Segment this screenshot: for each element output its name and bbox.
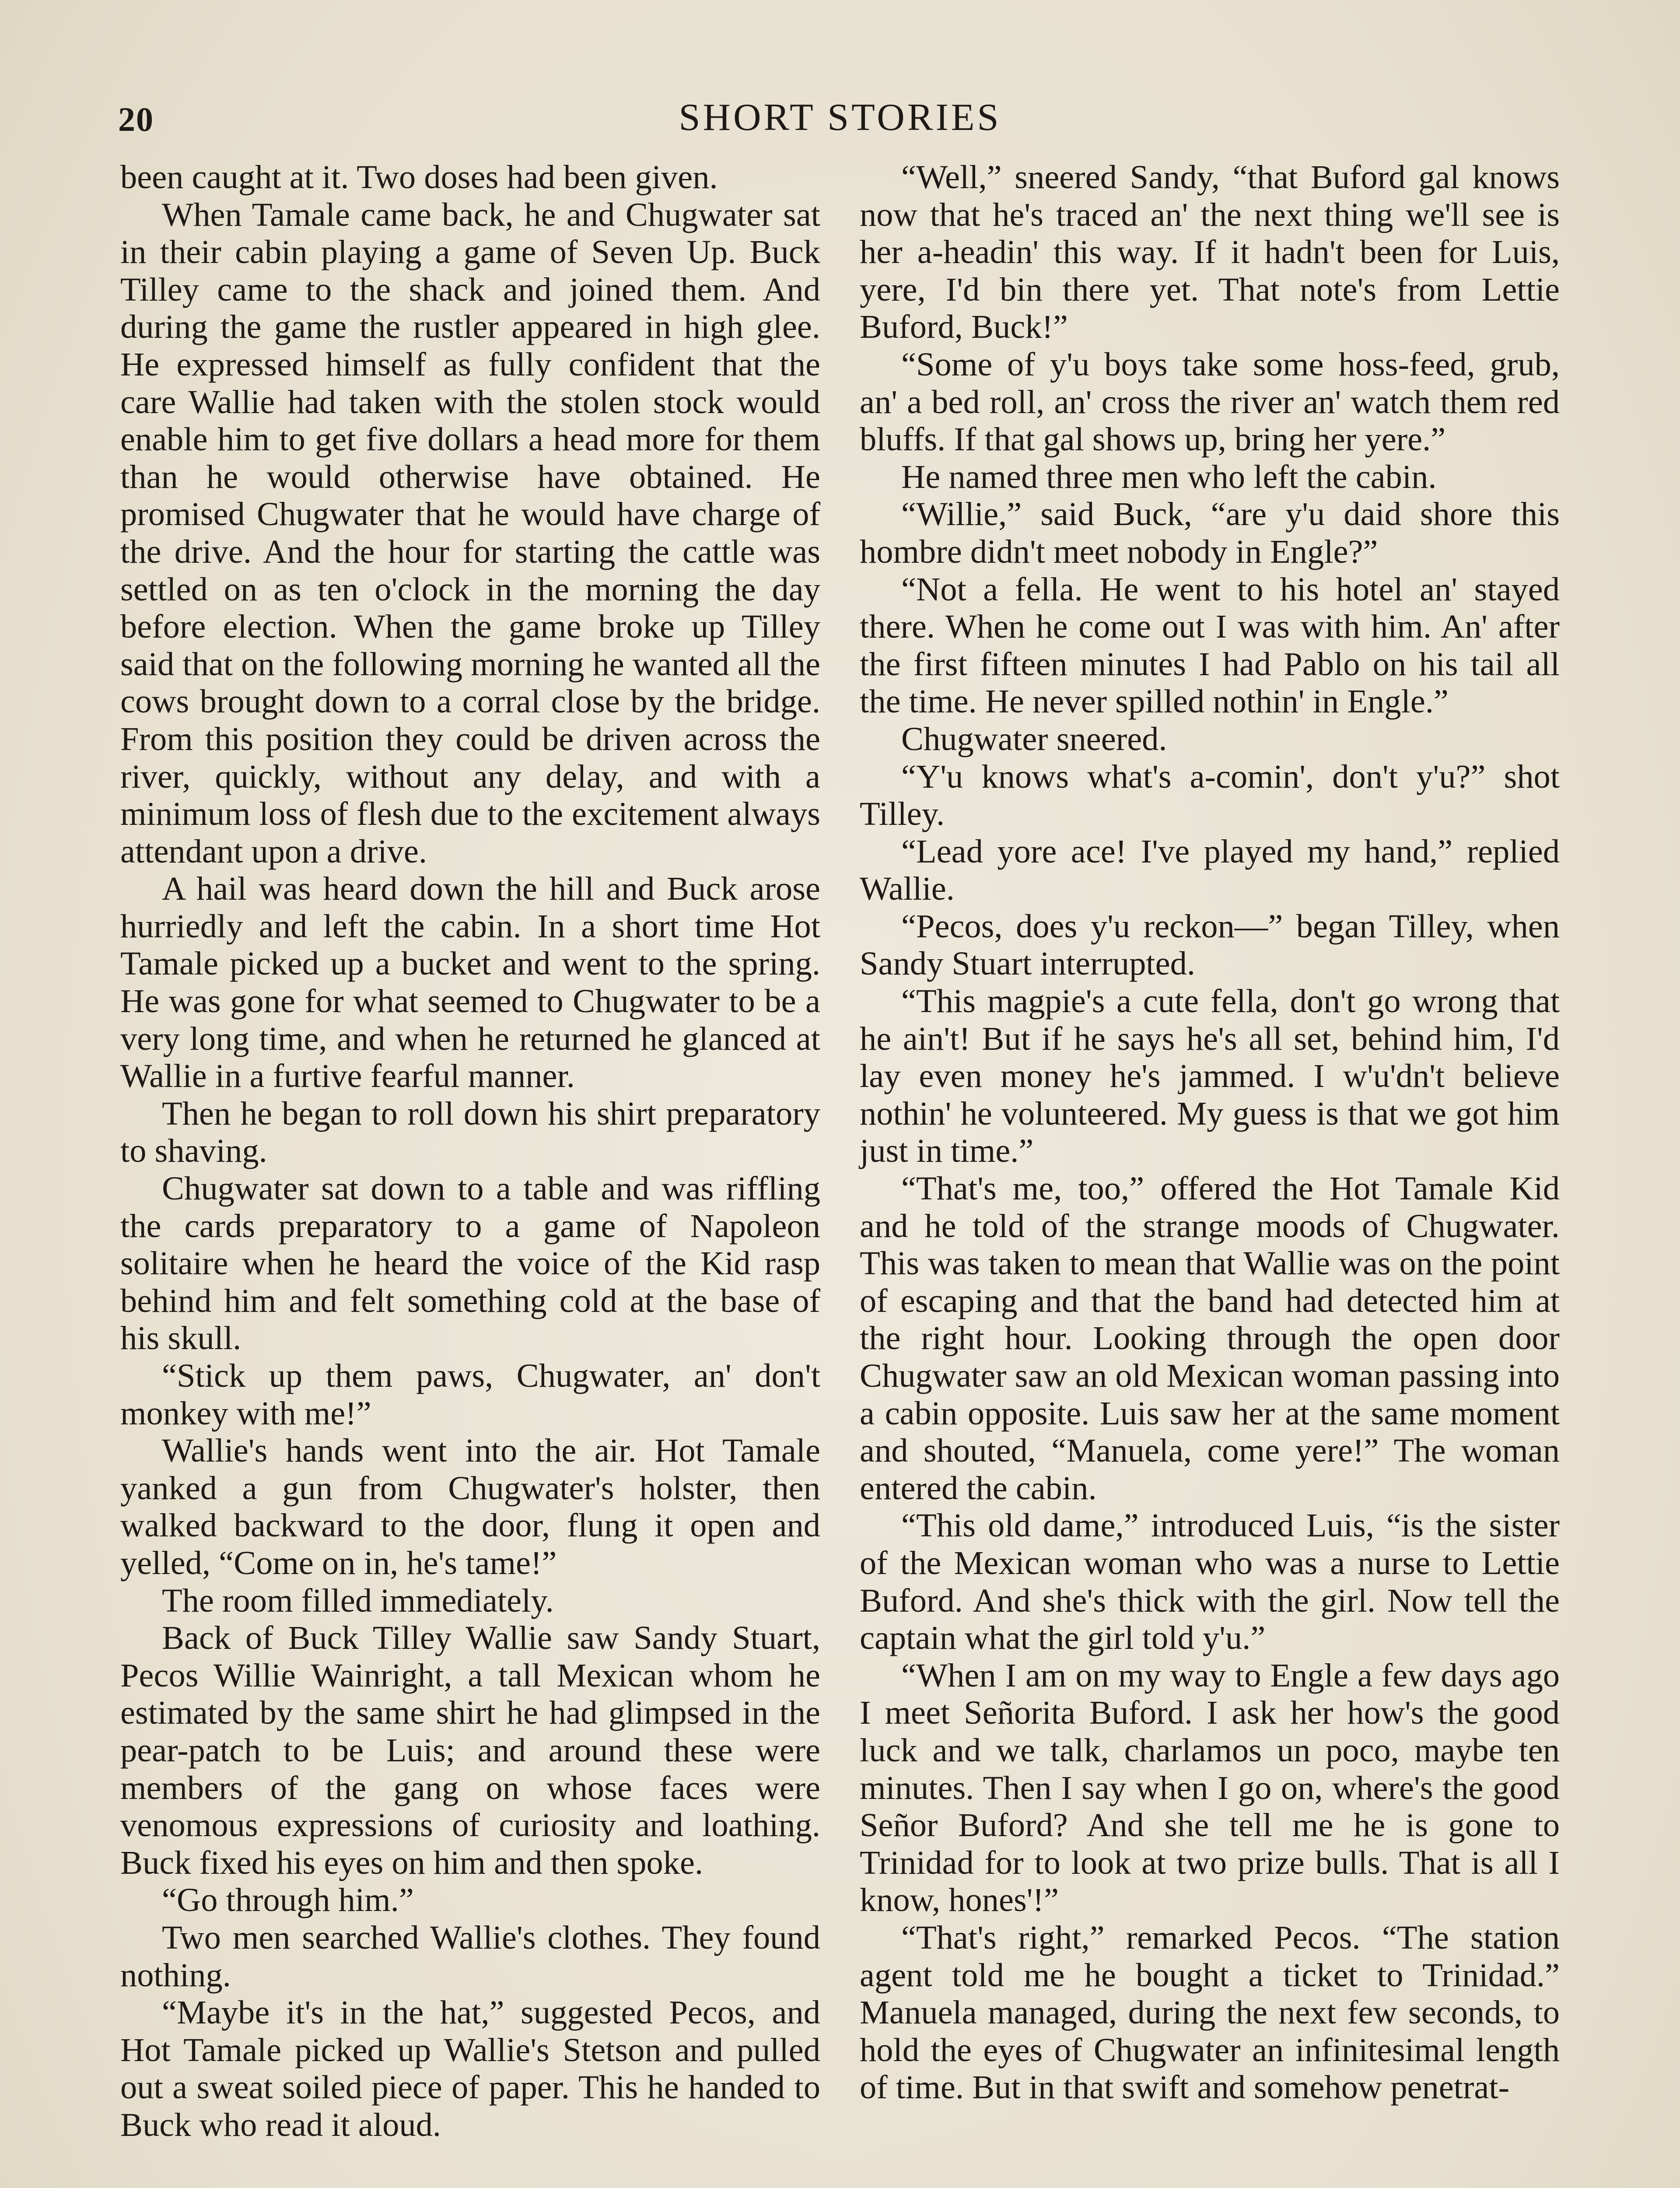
- paragraph: Chugwater sat down to a table and was riffling the cards preparatory to a game of Napoleon solitaire when he heard the voice of the Kid rasp behind him and felt something cold at the base of his skull.: [120, 1170, 820, 1357]
- page-header: [118, 95, 1562, 144]
- paragraph: been caught at it. Two doses had been given.: [120, 158, 718, 196]
- paragraph: “Not a fella. He went to his hotel an' stayed there. When he come out I was with him. An' after the first fifteen minutes I had Pablo on his tail all the time. He never spilled nothin' in Engle.”: [860, 570, 1560, 720]
- paragraph: A hail was heard down the hill and Buck arose hurriedly and left the cabin. In a short time Hot Tamale picked up a bucket and went to the spring. He was gone for what seemed to Chugwater to be a very long time, and when he returned he glanced at Wallie in a furtive fearful manner.: [120, 870, 820, 1095]
- page-number: 20: [118, 100, 154, 138]
- paragraph: “When I am on my way to Engle a few days ago I meet Señorita Buford. I ask her how's the good luck and we talk, charlamos un poco, maybe ten minutes. Then I say when I go on, where's the good Señor Buford? And she tell me he is gone to Trinidad for to look at two prize bulls. That is all I know, hones'!”: [860, 1656, 1560, 1919]
- paragraph: “Well,” sneered Sandy, “that Buford gal knows now that he's traced an' the next thing we'll see is her a-headin' this way. If it hadn't been for Luis, yere, I'd bin there yet. That note's from Lettie Buford, Buck!”: [860, 158, 1560, 346]
- paragraph: “Go through him.”: [162, 1881, 414, 1919]
- left-column: [120, 158, 820, 2143]
- paragraph: “Lead yore ace! I've played my hand,” replied Wallie.: [860, 832, 1560, 908]
- paragraph: “Stick up them paws, Chugwater, an' don't monkey with me!”: [120, 1357, 820, 1432]
- paragraph: When Tamale came back, he and Chugwater sat in their cabin playing a game of Seven Up. Buck Tilley came to the shack and joined them. And during the game the rustler appeared in high glee. He expressed himself as fully confident that the care Wallie had taken with the stolen stock would enable him to get five dollars a head more for them than he would otherwise have obtained. He promised Chugwater that he would have charge of the drive. And the hour for starting the cattle was settled on as ten o'clock in the morning the day before election. When the game broke up Tilley said that on the following morning he wanted all the cows brought down to a corral close by the bridge. From this position they could be driven across the river, quickly, without any delay, and with a minimum loss of flesh due to the excitement always attendant upon a drive.: [120, 196, 820, 870]
- paragraph: Then he began to roll down his shirt preparatory to shaving.: [120, 1094, 820, 1170]
- running-title: SHORT STORIES: [679, 96, 1001, 139]
- paragraph: Back of Buck Tilley Wallie saw Sandy Stuart, Pecos Willie Wainright, a tall Mexican whom he estimated by the same shirt he had glimpsed in the pear-patch to be Luis; and around these were members of the gang on whose faces were venomous expressions of curiosity and loathing. Buck fixed his eyes on him and then spoke.: [120, 1619, 820, 1881]
- paragraph: “This old dame,” introduced Luis, “is the sister of the Mexican woman who was a nurse to Lettie Buford. And she's thick with the girl. Now tell the captain what the girl told y'u.”: [860, 1507, 1560, 1657]
- paragraph: Two men searched Wallie's clothes. They found nothing.: [120, 1918, 820, 1994]
- paragraph: “This magpie's a cute fella, don't go wrong that he ain't! But if he says he's all set, behind him, I'd lay even money he's jammed. I w'u'dn't believe nothin' he volunteered. My guess is that we got him just in time.”: [860, 982, 1560, 1170]
- paragraph: He named three men who left the cabin.: [901, 458, 1437, 495]
- paragraph: “Maybe it's in the hat,” suggested Pecos, and Hot Tamale picked up Wallie's Stetson and pulled out a sweat soiled piece of paper. This he handed to Buck who read it aloud.: [120, 1994, 820, 2143]
- paragraph: Wallie's hands went into the air. Hot Tamale yanked a gun from Chugwater's holster, then walked backward to the door, flung it open and yelled, “Come on in, he's tame!”: [120, 1432, 820, 1581]
- paragraph: “Willie,” said Buck, “are y'u daid shore this hombre didn't meet nobody in Engle?”: [860, 495, 1560, 570]
- paragraph: “Pecos, does y'u reckon—” began Tilley, when Sandy Stuart interrupted.: [860, 907, 1560, 982]
- paragraph: Chugwater sneered.: [901, 720, 1167, 757]
- paragraph: The room filled immediately.: [162, 1581, 554, 1619]
- paragraph: “Y'u knows what's a-comin', don't y'u?” shot Tilley.: [860, 757, 1560, 833]
- paragraph: “That's right,” remarked Pecos. “The station agent told me he bought a ticket to Trinidad.” Manuela managed, during the next few seconds, to hold the eyes of Chugwater an infinitesimal length of time. But in that swift and somehow penetrat-: [860, 1918, 1560, 2106]
- paragraph: “Some of y'u boys take some hoss-feed, grub, an' a bed roll, an' cross the river an' watch them red bluffs. If that gal shows up, bring her yere.”: [860, 345, 1560, 458]
- right-column: [860, 158, 1560, 2106]
- paragraph: “That's me, too,” offered the Hot Tamale Kid and he told of the strange moods of Chugwater. This was taken to mean that Wallie was on the point of escaping and that the band had detected him at the right hour. Looking through the open door Chugwater saw an old Mexican woman passing into a cabin opposite. Luis saw her at the same moment and shouted, “Manuela, come yere!” The woman entered the cabin.: [860, 1170, 1560, 1507]
